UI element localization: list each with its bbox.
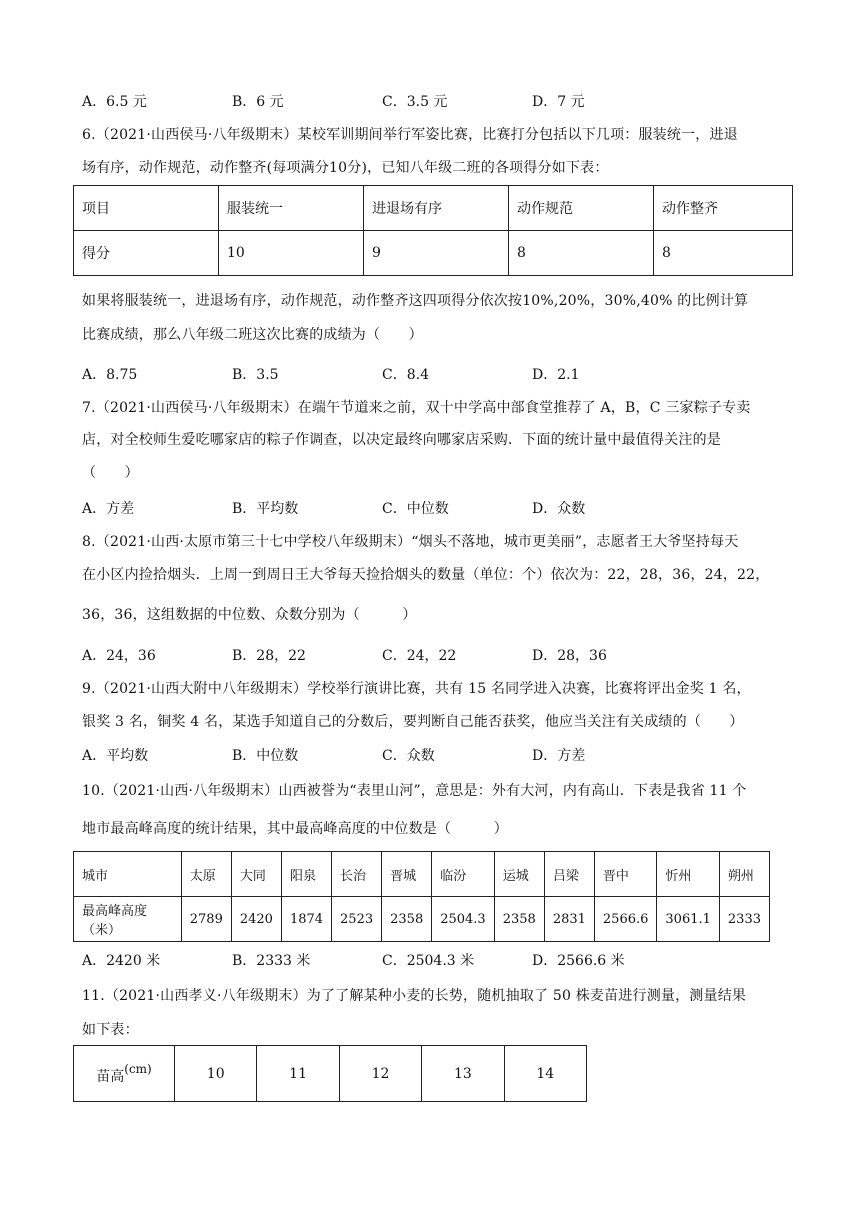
table-cell: 最高峰高度（米）: [74, 897, 182, 942]
table-cell: 10: [219, 231, 364, 276]
q8-stem-line-3: 36，36，这组数据的中位数、众数分别为（ ）: [82, 607, 417, 623]
q8-stem-line-1: 8.（2021·山西·太原市第三十七中学校八年级期末）“烟头不落地，城市更美丽”，志愿者王大爷坚持每天: [82, 534, 739, 550]
q10-option-c: C．2504.3 米: [382, 953, 475, 969]
table-cell: 朔州: [719, 852, 769, 897]
table-cell: 吕梁: [544, 852, 594, 897]
q9-stem-line-2: 银奖 3 名，铜奖 4 名，某选手知道自己的分数后，要判断自己能否获奖，他应当关注有关成绩的（ ）: [82, 714, 744, 730]
q6-stem-line-2: 场有序，动作规范，动作整齐(每项满分10分)，已知八年级二班的各项得分如下表：: [82, 160, 609, 176]
table-row: [74, 231, 793, 276]
q10-stem-line-2: 地市最高峰高度的统计结果，其中最高峰高度的中位数是（ ）: [82, 821, 508, 837]
q8-option-a: A．24，36: [82, 648, 156, 664]
table-cell: 城市: [74, 852, 182, 897]
q7-option-a: A．方差: [82, 501, 135, 517]
table-cell: 3061.1: [657, 897, 720, 942]
table-cell: 服装统一: [219, 186, 364, 231]
table-cell: 得分: [74, 231, 219, 276]
table-row: [74, 852, 770, 897]
q10-stem-line-1: 10.（2021·山西·八年级期末）山西被誉为“表里山河”，意思是：外有大河，内有高山．下表是我省 11 个: [82, 783, 747, 799]
q8-stem-line-2: 在小区内捡拾烟头．上周一到周日王大爷每天捡拾烟头的数量（单位：个）依次为：22，28，36，24，22，: [82, 567, 770, 583]
table-label: 苗高: [96, 1068, 125, 1085]
table-cell: 长治: [332, 852, 382, 897]
unit-label: (cm): [124, 1061, 152, 1076]
q8-option-c: C．24，22: [382, 648, 457, 664]
table-cell: 太原: [181, 852, 231, 897]
table-cell: 14: [504, 1046, 586, 1102]
table-cell: 动作规范: [509, 186, 654, 231]
q7-option-b: B．平均数: [232, 501, 299, 517]
q11-height-table: [73, 1045, 587, 1102]
q9-option-c: C．众数: [382, 748, 435, 764]
table-row: [74, 186, 793, 231]
q9-option-a: A．平均数: [82, 748, 149, 764]
table-cell: 2504.3: [432, 897, 495, 942]
q7-option-c: C．中位数: [382, 501, 449, 517]
q5-option-c: C．3.5 元: [382, 94, 448, 110]
table-cell: 10: [175, 1046, 257, 1102]
table-row: [74, 897, 770, 942]
table-cell: 9: [364, 231, 509, 276]
table-cell: 2333: [719, 897, 769, 942]
q5-option-b: B．6 元: [232, 94, 284, 110]
table-cell: 晋城: [382, 852, 432, 897]
table-cell: 大同: [231, 852, 281, 897]
table-cell: 2566.6: [594, 897, 657, 942]
table-cell: 进退场有序: [364, 186, 509, 231]
table-cell: 临汾: [432, 852, 495, 897]
q9-stem-line-1: 9.（2021·山西大附中八年级期末）学校举行演讲比赛，共有 15 名同学进入决赛，比赛将评出金奖 1 名，: [82, 681, 751, 697]
table-cell: [74, 1046, 175, 1102]
q9-option-d: D．方差: [532, 748, 586, 764]
q6-option-d: D．2.1: [532, 367, 580, 383]
q10-option-a: A．2420 米: [82, 953, 161, 969]
q10-option-b: B．2333 米: [232, 953, 311, 969]
table-cell: 项目: [74, 186, 219, 231]
q5-option-d: D．7 元: [532, 94, 585, 110]
q10-option-d: D．2566.6 米: [532, 953, 625, 969]
table-cell: 8: [654, 231, 793, 276]
q8-option-d: D．28，36: [532, 648, 607, 664]
q6-option-a: A．8.75: [82, 367, 138, 383]
q9-option-b: B．中位数: [232, 748, 299, 764]
table-cell: 8: [509, 231, 654, 276]
table-row: [74, 1046, 587, 1102]
q6-stem-line-3: 如果将服装统一，进退场有序，动作规范，动作整齐这四项得分依次按10%,20%，30%,40% 的比例计算: [82, 293, 749, 309]
table-cell: 阳泉: [281, 852, 331, 897]
table-cell: 晋中: [594, 852, 657, 897]
q7-option-d: D．众数: [532, 501, 586, 517]
q5-option-a: A．6.5 元: [82, 94, 147, 110]
q10-height-table: [73, 851, 770, 942]
table-cell: 2831: [544, 897, 594, 942]
q6-option-b: B．3.5: [232, 367, 279, 383]
table-cell: 1874: [281, 897, 331, 942]
table-cell: 12: [339, 1046, 421, 1102]
q7-stem-line-1: 7.（2021·山西侯马·八年级期末）在端午节道来之前，双十中学高中部食堂推荐了 A，B，C 三家粽子专卖: [82, 400, 751, 416]
q6-score-table: [73, 185, 793, 276]
q6-option-c: C．8.4: [382, 367, 429, 383]
table-cell: 运城: [494, 852, 544, 897]
table-cell: 2523: [332, 897, 382, 942]
q7-stem-line-3: （ ）: [82, 465, 139, 481]
q7-stem-line-2: 店，对全校师生爱吃哪家店的粽子作调查，以决定最终向哪家店采购．下面的统计量中最值得关注的是: [82, 432, 721, 448]
table-cell: 2789: [181, 897, 231, 942]
q11-stem-line-2: 如下表：: [82, 1022, 139, 1038]
q6-stem-line-1: 6.（2021·山西侯马·八年级期末）某校军训期间举行军姿比赛，比赛打分包括以下几项：服装统一，进退: [82, 127, 738, 143]
table-cell: 忻州: [657, 852, 720, 897]
q8-option-b: B．28，22: [232, 648, 306, 664]
table-cell: 2358: [382, 897, 432, 942]
q6-stem-line-4: 比赛成绩，那么八年级二班这次比赛的成绩为（ ）: [82, 327, 423, 343]
q11-stem-line-1: 11.（2021·山西孝义·八年级期末）为了了解某种小麦的长势，随机抽取了 50 株麦苗进行测量，测量结果: [82, 988, 747, 1004]
table-cell: 13: [422, 1046, 504, 1102]
table-cell: 2358: [494, 897, 544, 942]
table-cell: 动作整齐: [654, 186, 793, 231]
table-cell: 2420: [231, 897, 281, 942]
table-cell: 11: [257, 1046, 339, 1102]
